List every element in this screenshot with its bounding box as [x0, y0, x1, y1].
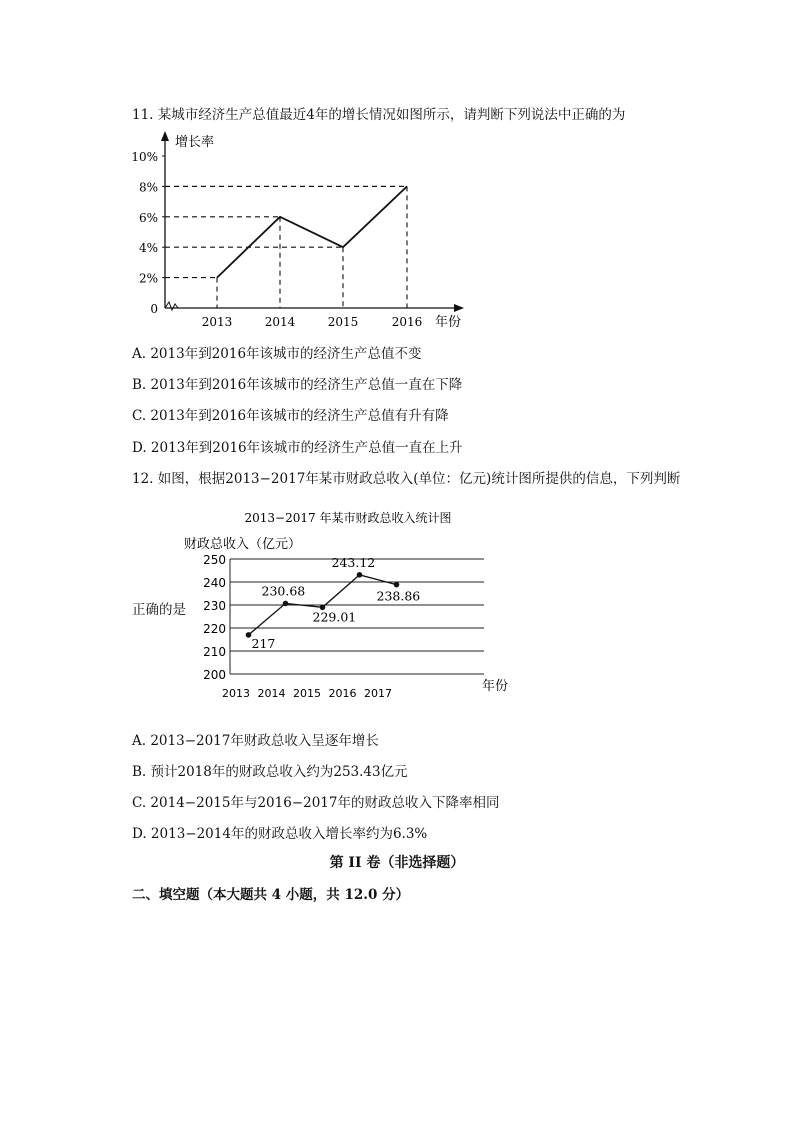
data-label: 230.68: [261, 583, 306, 599]
y-tick-label: 0: [150, 302, 158, 316]
chart-title: 2013−2017 年某市财政总收入统计图: [244, 511, 452, 525]
x-tick-label: 2013: [201, 315, 233, 329]
y-tick-label: 10%: [131, 150, 158, 164]
x-tick-label: 2016: [328, 687, 357, 700]
q11-chart: [120, 128, 480, 334]
q12-stem-cont: 正确的是: [132, 602, 186, 618]
x-tick-label: 2017: [364, 687, 392, 700]
data-point: [283, 601, 289, 607]
data-label: 243.12: [331, 554, 376, 570]
x-tick-label: 2015: [293, 687, 321, 700]
q11-option-c[interactable]: C. 2013年到2016年该城市的经济生产总值有升有降: [132, 408, 449, 424]
x-axis-label: 年份: [435, 315, 462, 330]
y-tick-label: 220: [203, 622, 226, 636]
data-point: [357, 572, 363, 578]
q11-option-a[interactable]: A. 2013年到2016年该城市的经济生产总值不变: [132, 346, 422, 362]
y-tick-label: 230: [203, 599, 226, 613]
q11-stem: 11. 某城市经济生产总值最近4年的增长情况如图所示，请判断下列说法中正确的为: [132, 107, 626, 123]
y-tick-label: 4%: [138, 241, 158, 256]
y-tick-label: 6%: [138, 210, 158, 225]
x-tick-label: 2013: [222, 687, 250, 700]
y-tick-label: 200: [203, 668, 226, 682]
data-label: 238.86: [376, 588, 421, 604]
x-tick-label: 2014: [257, 687, 286, 700]
q12-option-d[interactable]: D. 2013−2014年的财政总收入增长率约为6.3%: [132, 826, 428, 842]
y-axis-label: 财政总收入（亿元）: [184, 537, 302, 552]
section-title: 第 II 卷（非选择题）: [329, 855, 465, 871]
axis-break: [165, 302, 178, 310]
y-tick-label: 8%: [138, 180, 158, 195]
data-point: [246, 632, 252, 638]
x-tick-label: 2015: [327, 315, 359, 329]
x-axis-label: 年份: [482, 679, 509, 694]
x-tick-label: 2014: [264, 315, 296, 329]
series-line: [217, 186, 407, 277]
y-axis-label: 增长率: [175, 135, 215, 150]
data-label: 217: [251, 635, 276, 651]
q11-option-b[interactable]: B. 2013年到2016年该城市的经济生产总值一直在下降: [132, 377, 463, 393]
q11-option-d[interactable]: D. 2013年到2016年该城市的经济生产总值一直在上升: [132, 440, 463, 456]
y-tick-label: 2%: [138, 271, 158, 286]
q12-chart: [178, 504, 518, 704]
part2-heading: 二、填空题（本大题共 4 小题，共 12.0 分）: [132, 887, 410, 903]
x-axis-arrow: [454, 304, 464, 312]
data-point: [394, 582, 400, 588]
data-label: 229.01: [312, 609, 357, 625]
y-axis-arrow: [161, 131, 169, 141]
y-tick-label: 210: [203, 645, 226, 659]
q12-option-a[interactable]: A. 2013−2017年财政总收入呈逐年增长: [132, 733, 379, 749]
x-tick-label: 2016: [391, 315, 423, 329]
q12-stem: 12. 如图，根据2013−2017年某市财政总收入(单位：亿元)统计图所提供的信息，下列判断: [132, 471, 681, 487]
q12-option-c[interactable]: C. 2014−2015年与2016−2017年的财政总收入下降率相同: [132, 795, 500, 811]
y-tick-label: 250: [203, 553, 226, 567]
y-tick-label: 240: [203, 576, 226, 590]
q12-option-b[interactable]: B. 预计2018年的财政总收入约为253.43亿元: [132, 764, 408, 780]
